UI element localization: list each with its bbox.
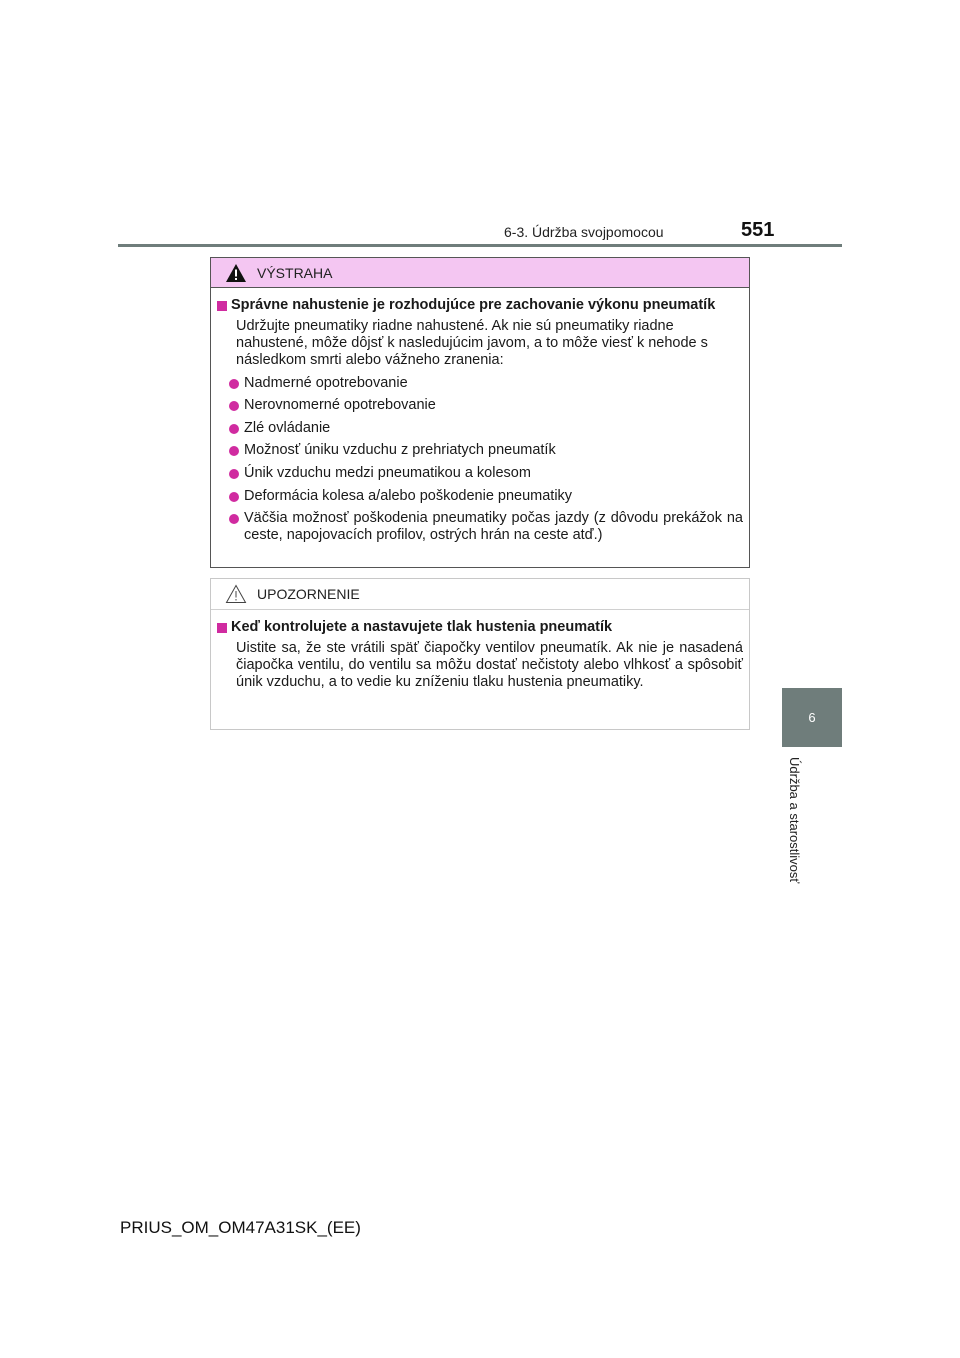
caution-box <box>210 578 750 730</box>
header-divider <box>118 244 842 247</box>
chapter-number: 6 <box>808 710 816 725</box>
caution-heading <box>217 619 743 636</box>
round-bullet-icon <box>229 401 239 411</box>
warning-text: Udržujte pneumatiky riadne nahustené. Ak nie sú pneumatiky riadne nahustené, môže dôjsť k nasledujúcim javom, a to môže viesť k nehode s následkom smrti alebo vážneho zranenia: <box>236 318 708 368</box>
caution-body <box>211 610 749 691</box>
warning-heading <box>217 297 743 314</box>
list-item-text: Nerovnomerné opotrebovanie <box>244 397 436 414</box>
warning-title: VÝSTRAHA <box>257 264 333 281</box>
round-bullet-icon <box>229 424 239 434</box>
square-bullet-icon <box>217 623 227 633</box>
caution-title: UPOZORNENIE <box>257 586 360 602</box>
square-bullet-icon <box>217 301 227 311</box>
warning-triangle-icon <box>225 263 247 283</box>
list-item <box>217 420 743 437</box>
round-bullet-icon <box>229 469 239 479</box>
warning-bullet-list <box>217 375 743 545</box>
warning-box <box>210 257 750 568</box>
caution-heading-text: Keď kontrolujete a nastavujete tlak hustenia pneumatík <box>231 619 613 635</box>
round-bullet-icon <box>229 514 239 524</box>
list-item-text: Deformácia kolesa a/alebo poškodenie pneumatiky <box>244 487 573 504</box>
list-item-text: Zlé ovládanie <box>244 419 331 436</box>
chapter-tab <box>782 688 842 747</box>
list-item <box>217 465 743 482</box>
chapter-label: Údržba a starostlivosť <box>787 757 802 884</box>
caution-triangle-icon <box>225 584 247 604</box>
list-item <box>217 510 743 544</box>
caution-text: Uistite sa, že ste vrátili späť čiapočky ventilov pneumatík. Ak nie je nasadená čiapočka ventilu, do ventilu sa môžu dostať nečistoty alebo vlhkosť a spôsobiť únik vzduchu, a to vedie ku zníženiu tlaku hustenia pneumatiky. <box>236 640 743 690</box>
page-number: 551 <box>741 219 775 241</box>
round-bullet-icon <box>229 492 239 502</box>
list-item-text: Možnosť úniku vzduchu z prehriatych pneumatík <box>244 442 556 459</box>
list-item-text: Nadmerné opotrebovanie <box>244 374 408 391</box>
list-item <box>217 442 743 459</box>
list-item-text: Únik vzduchu medzi pneumatikou a kolesom <box>244 464 531 481</box>
list-item <box>217 375 743 392</box>
list-item-text: Väčšia možnosť poškodenia pneumatiky počas jazdy (z dôvodu prekážok na ceste, napojovacích profilov, ostrých hrán na ceste atď.) <box>244 510 743 544</box>
warning-body <box>211 288 749 544</box>
list-item <box>217 397 743 414</box>
document-code: PRIUS_OM_OM47A31SK_(EE) <box>120 1218 361 1237</box>
round-bullet-icon <box>229 379 239 389</box>
warning-header <box>211 258 749 288</box>
section-title: 6-3. Údržba svojpomocou <box>504 224 664 240</box>
warning-heading-text: Správne nahustenie je rozhodujúce pre zachovanie výkonu pneumatík <box>231 297 716 313</box>
caution-header <box>211 579 749 610</box>
list-item <box>217 488 743 505</box>
round-bullet-icon <box>229 446 239 456</box>
